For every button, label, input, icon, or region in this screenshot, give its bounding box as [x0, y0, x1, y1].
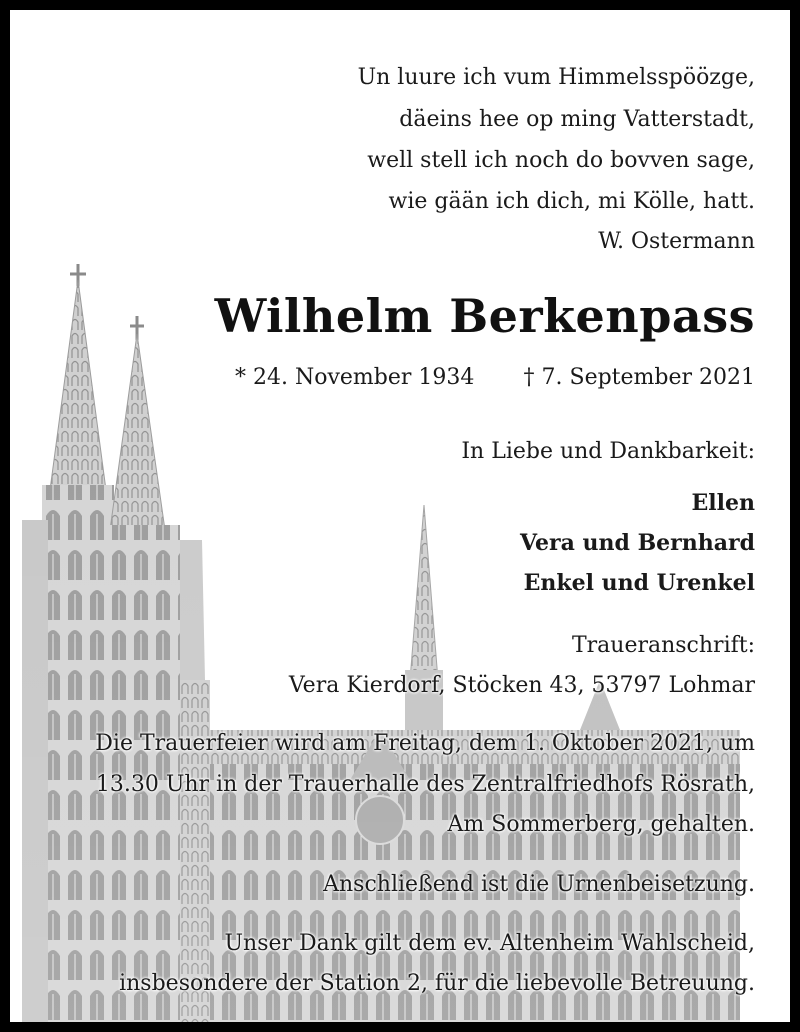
poem-line: wie gään ich dich, mi Kölle, hatt. — [388, 189, 755, 214]
funeral-line: Die Trauerfeier wird am Freitag, dem 1. Oktober 2021, um — [95, 731, 755, 756]
poem-author: W. Ostermann — [598, 229, 755, 254]
notice-content — [20, 20, 800, 1032]
death-date: † 7. September 2021 — [523, 365, 755, 390]
birth-date: * 24. November 1934 — [235, 365, 475, 390]
poem-line: Un luure ich vum Himmelsspöözge, — [357, 65, 755, 90]
mourner-name: Ellen — [691, 490, 755, 516]
funeral-line: 13.30 Uhr in der Trauerhalle des Zentralfriedhofs Rösrath, — [95, 772, 755, 797]
mourner-name: Enkel und Urenkel — [523, 570, 755, 596]
mourner-name: Vera und Bernhard — [520, 530, 755, 556]
funeral-line: Am Sommerberg, gehalten. — [447, 812, 755, 837]
address-value: Vera Kierdorf, Stöcken 43, 53797 Lohmar — [288, 673, 755, 698]
urn-burial: Anschließend ist die Urnenbeisetzung. — [323, 872, 755, 897]
thanks-line: insbesondere der Station 2, für die liebevolle Betreuung. — [119, 971, 755, 996]
poem-line: däeins hee op ming Vatterstadt, — [399, 107, 755, 132]
mourners-intro: In Liebe und Dankbarkeit: — [461, 439, 755, 464]
thanks-line: Unser Dank gilt dem ev. Altenheim Wahlscheid, — [224, 931, 755, 956]
poem-line: well stell ich noch do bovven sage, — [367, 148, 755, 173]
deceased-name: Wilhelm Berkenpass — [214, 289, 755, 343]
address-label: Traueranschrift: — [571, 633, 755, 658]
